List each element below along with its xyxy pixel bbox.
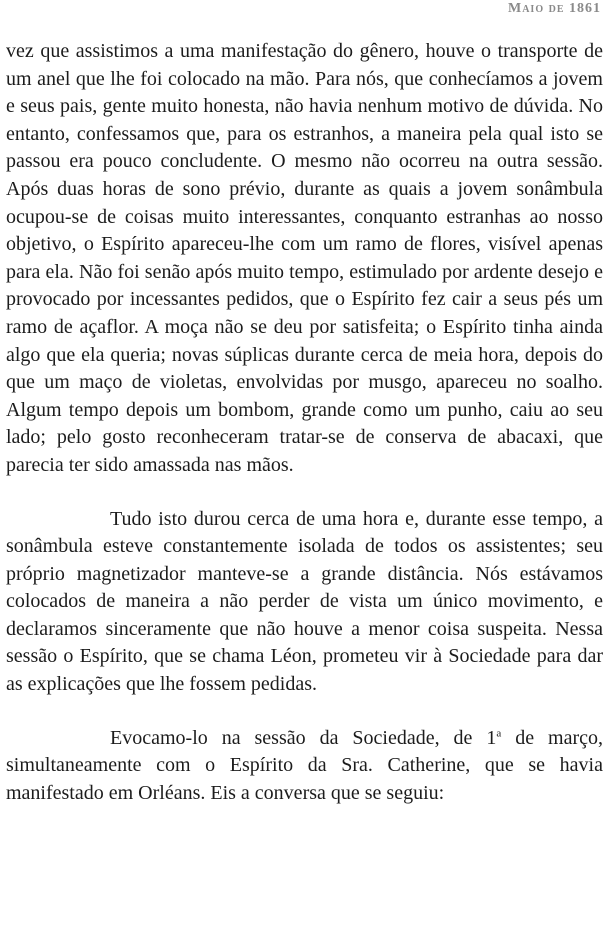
body-text bbox=[6, 38, 603, 807]
running-head: Maio de 1861 bbox=[508, 1, 601, 16]
paragraph-2: Tudo isto durou cerca de uma hora e, durante esse tempo, a sonâmbula esteve constantemente isolada de todos os assistentes; seu próprio magnetizador manteve-se a grande distância. Nós estávamos colocados de maneira a não perder de vista um único movimento, e declaramos sinceramente que não houve a menor coisa suspeita. Nessa sessão o Espírito, que se chama Léon, prometeu vir à Sociedade para dar as explicações que lhe fossem pedidas. bbox=[6, 507, 603, 696]
paragraph-gap bbox=[6, 480, 603, 506]
paragraph-gap bbox=[6, 699, 603, 725]
ordinal-superscript: a bbox=[496, 727, 502, 739]
paragraph-3-text-before: Evocamo-lo na sessão da Sociedade, de 1 bbox=[110, 726, 497, 749]
paragraph-3-text-after: de março, simultaneamente com o Espírito da Sra. Catherine, que se havia manifestado em Orléans. Eis a conversa que se seguiu: bbox=[6, 726, 603, 804]
paragraph-3 bbox=[6, 725, 603, 808]
paragraph-1: vez que assistimos a uma manifestação do gênero, houve o transporte de um anel que lhe foi colocado na mão. Para nós, que conhecíamos a jovem e seus pais, gente muito honesta, não havia nenhum motivo de dúvida. No entanto, confessamos que, para os estranhos, a maneira pela qual isto se passou era pouco concludente. O mesmo não ocorreu na outra sessão. Após duas horas de sono prévio, durante as quais a jovem sonâmbula ocupou-se de coisas muito interessantes, conquanto estranhas ao nosso objetivo, o Espírito apareceu-lhe com um ramo de flores, visível apenas para ela. Não foi senão após muito tempo, estimulado por ardente desejo e provocado por incessantes pedidos, que o Espírito fez cair a seus pés um ramo de açaflor. A moça não se deu por satisfeita; o Espírito tinha ainda algo que ela queria; novas súplicas durante cerca de meia hora, depois do que um maço de violetas, envolvidas por musgo, apareceu no soalho. Algum tempo depois um bombom, grande como um punho, caiu ao seu lado; pelo gosto reconheceram tratar-se de conserva de abacaxi, que parecia ter sido amassada nas mãos. bbox=[6, 40, 603, 476]
